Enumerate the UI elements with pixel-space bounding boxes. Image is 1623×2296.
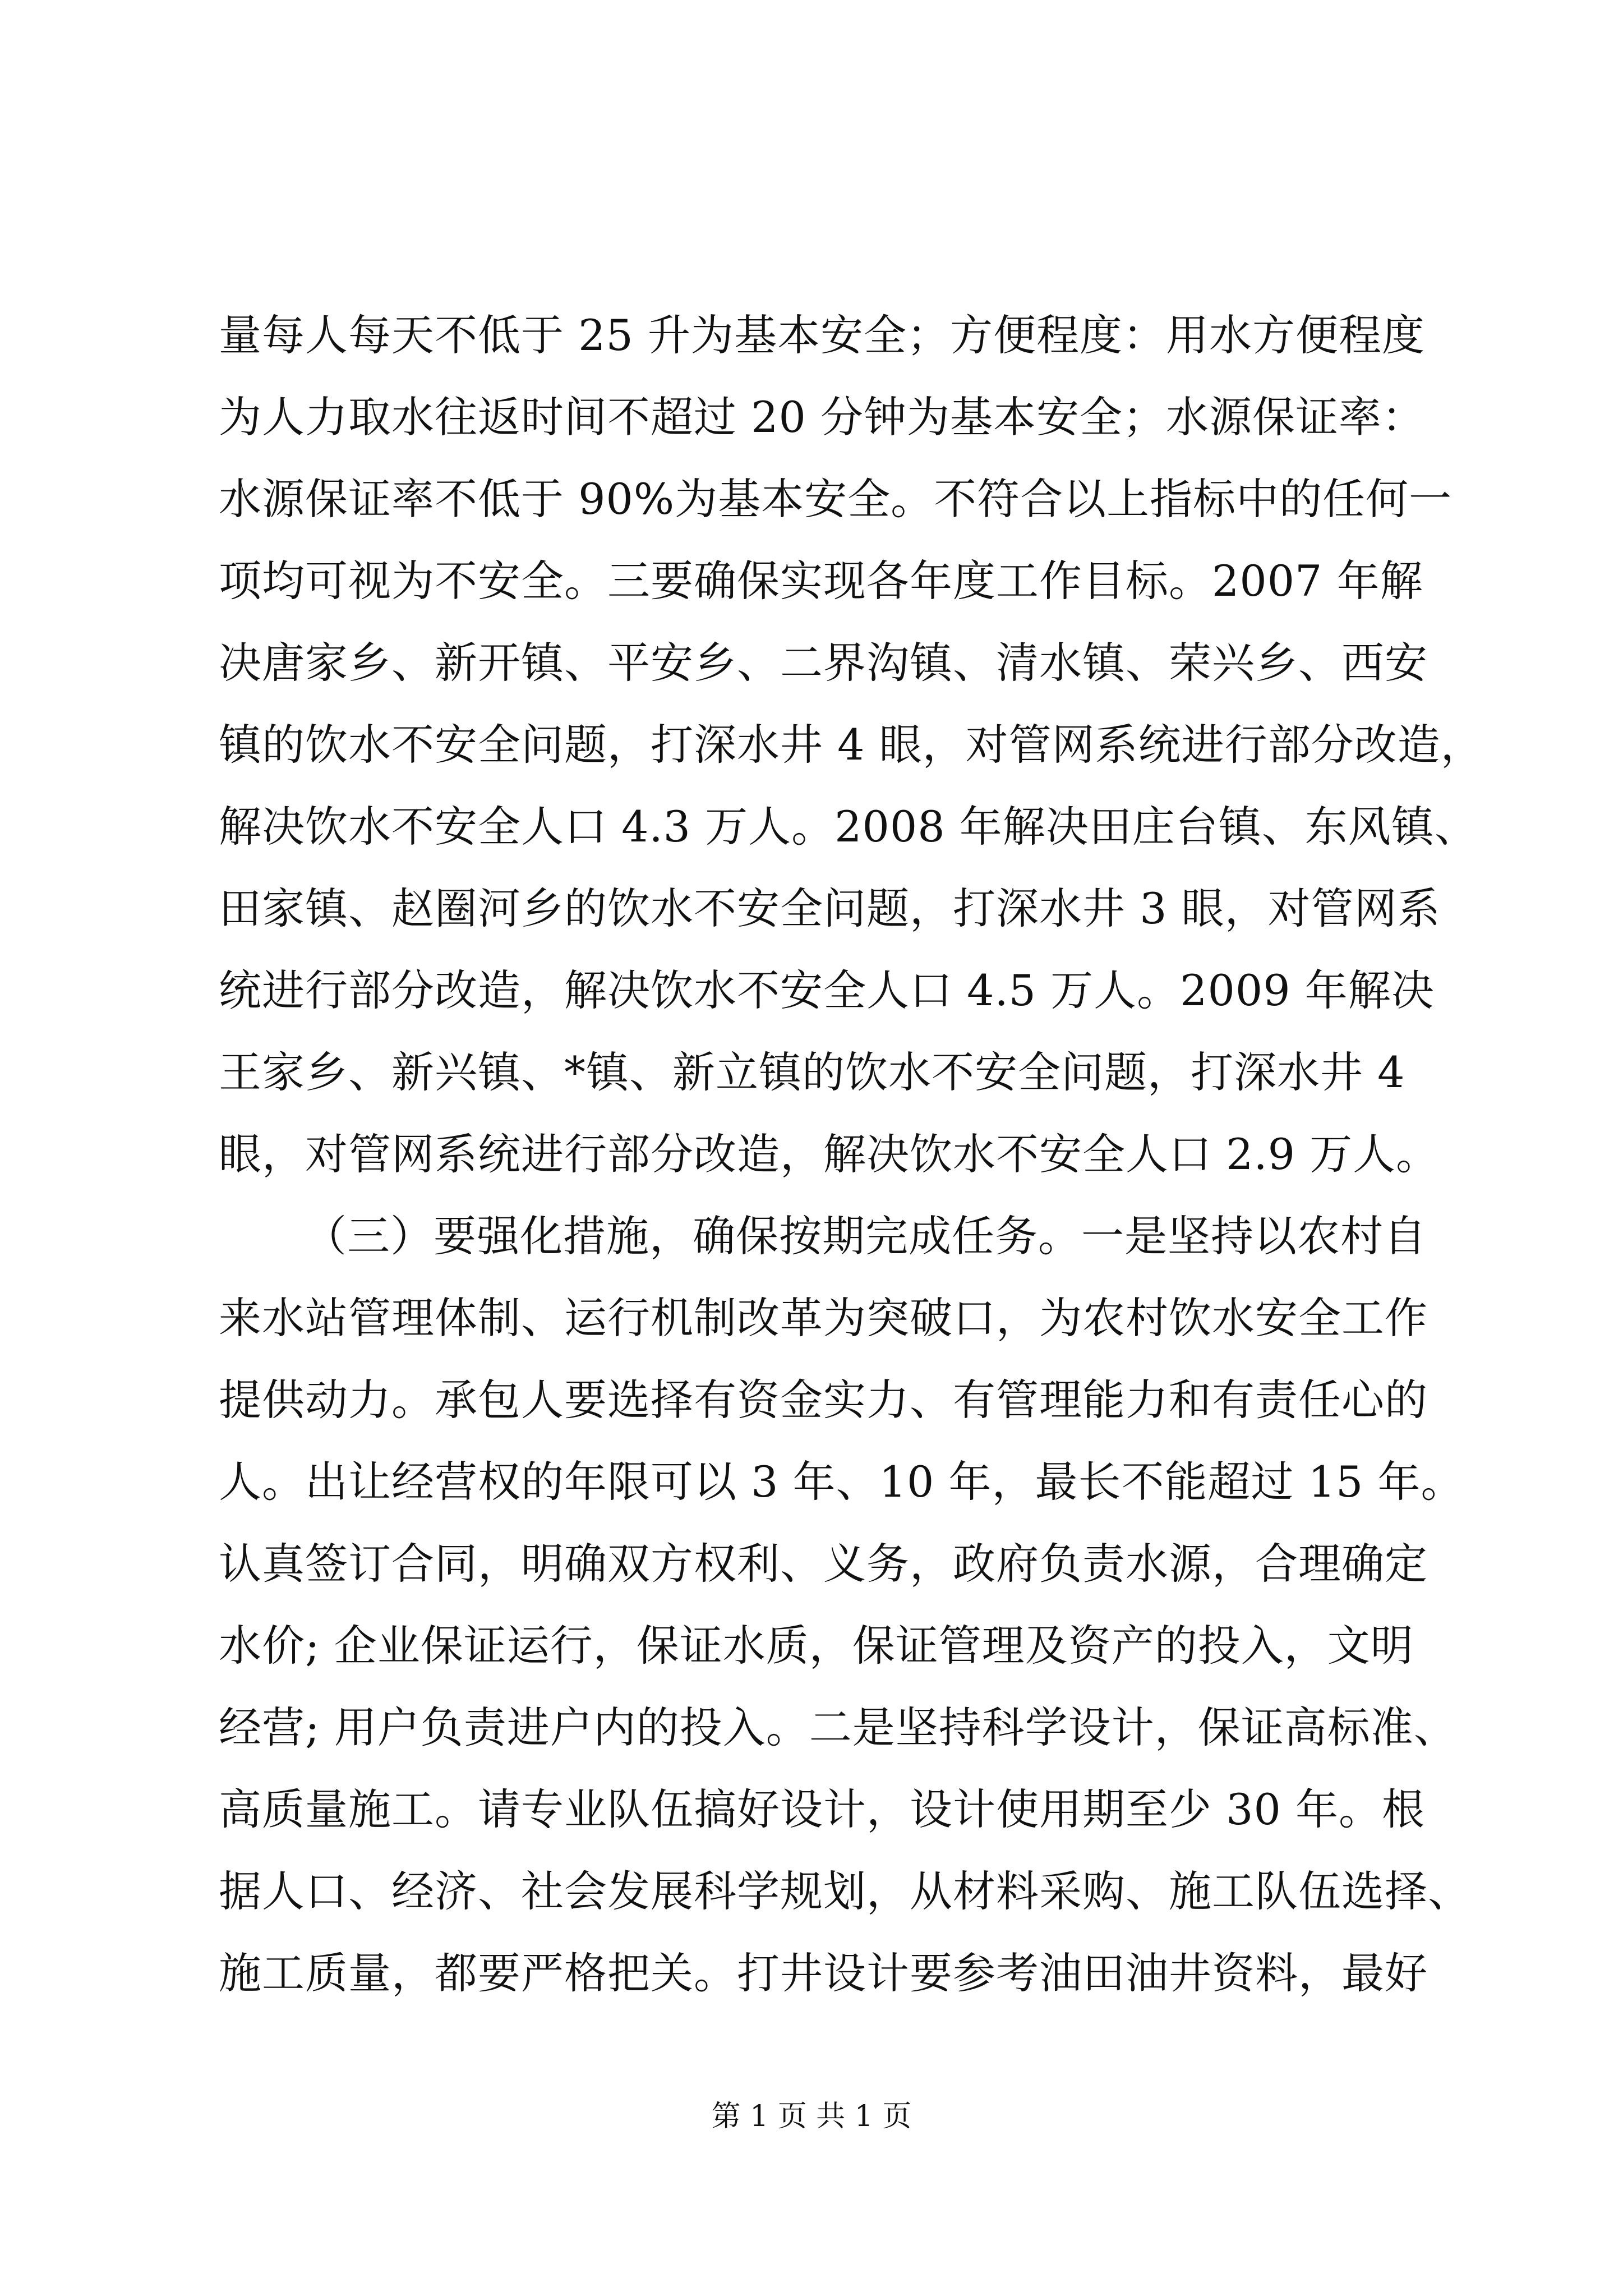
body-text xyxy=(219,295,1623,2014)
text-line: 量每人每天不低于 25 升为基本安全；方便程度：用水方便程度 xyxy=(219,310,1426,360)
paragraph-first-line: （三）要强化措施，确保按期完成任务。一是坚持以农村自 xyxy=(304,1211,1427,1261)
page-number: 第 1 页 共 1 页 xyxy=(711,2100,912,2133)
text-line: 水价; 企业保证运行，保证水质，保证管理及资产的投入，文明 xyxy=(219,1621,1414,1671)
text-line: 镇的饮水不安全问题，打深水井 4 眼，对管网系统进行部分改造， xyxy=(219,720,1484,770)
text-line: 王家乡、新兴镇、*镇、新立镇的饮水不安全问题，打深水井 4 xyxy=(219,1047,1405,1097)
text-line: 提供动力。承包人要选择有资金实力、有管理能力和有责任心的 xyxy=(219,1375,1428,1425)
text-line: 统进行部分改造，解决饮水不安全人口 4.5 万人。2009 年解决 xyxy=(219,965,1435,1015)
text-line: 经营; 用户负责进户内的投入。二是坚持科学设计，保证高标准、 xyxy=(219,1703,1457,1752)
text-line: 水源保证率不低于 90%为基本安全。不符合以上指标中的任何一 xyxy=(219,474,1453,524)
text-line: 认真签订合同，明确双方权利、义务，政府负责水源，合理确定 xyxy=(219,1539,1428,1589)
text-line: 来水站管理体制、运行机制改革为突破口，为农村饮水安全工作 xyxy=(219,1293,1428,1343)
text-line: 为人力取水往返时间不超过 20 分钟为基本安全；水源保证率： xyxy=(219,392,1426,442)
text-line: 项均可视为不安全。三要确保实现各年度工作目标。2007 年解 xyxy=(219,556,1423,606)
text-line: 解决饮水不安全人口 4.3 万人。2008 年解决田庄台镇、东风镇、 xyxy=(219,802,1478,852)
text-line: 高质量施工。请专业队伍搞好设计，设计使用期至少 30 年。根 xyxy=(219,1784,1426,1834)
text-line: 人。出让经营权的年限可以 3 年、10 年，最长不能超过 15 年。 xyxy=(219,1457,1464,1507)
page-footer xyxy=(0,2097,1623,2136)
text-line: 施工质量，都要严格把关。打井设计要参考油田油井资料，最好 xyxy=(219,1948,1428,1998)
text-line: 据人口、经济、社会发展科学规划，从材料采购、施工队伍选择、 xyxy=(219,1866,1471,1916)
text-line: 眼，对管网系统进行部分改造，解决饮水不安全人口 2.9 万人。 xyxy=(219,1129,1440,1179)
text-line: 田家镇、赵圈河乡的饮水不安全问题，打深水井 3 眼，对管网系 xyxy=(219,884,1441,933)
text-line: 决唐家乡、新开镇、平安乡、二界沟镇、清水镇、荣兴乡、西安 xyxy=(219,638,1428,688)
